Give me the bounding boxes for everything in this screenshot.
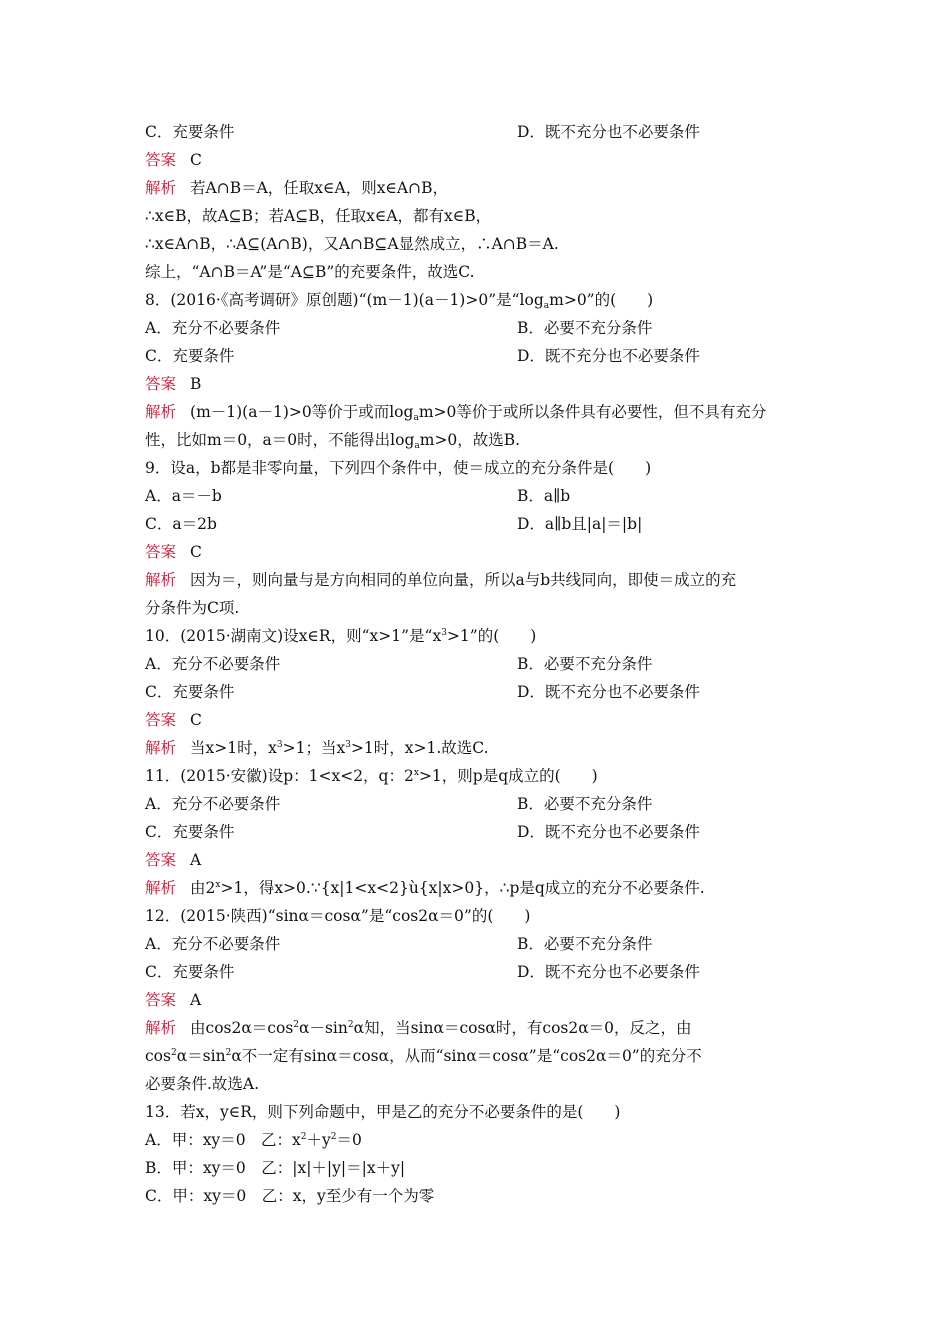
q10-option-d: D．既不充分也不必要条件 <box>517 683 700 701</box>
q13-stem: 13．若x，y∈R，则下列命题中，甲是乙的充分不必要条件的是( ) <box>145 1103 621 1121</box>
q9-analysis-line-1: 解析 因为＝，则向量与是方向相同的单位向量，所以a与b共线同向，即使＝成立的充 <box>145 571 737 589</box>
q10-option-c: C．充要条件 <box>145 683 235 701</box>
q12-option-d: D．既不充分也不必要条件 <box>517 963 700 981</box>
q13-option-c: C．甲：xy＝0 乙：x，y至少有一个为零 <box>145 1187 435 1205</box>
q9-option-d: D．a∥b且|a|＝|b| <box>517 515 643 533</box>
q8-analysis-line-2: 性，比如m＝0，a＝0时，不能得出$\log_am>0$，故选B. <box>145 431 521 451</box>
analysis-label: 解析 <box>145 1019 177 1037</box>
q10-option-b: B．必要不充分条件 <box>517 655 653 673</box>
q12-analysis-line-2: $\cos^2\alpha=\sin^2\alpha$不一定有sinα＝cosα，从而“sinα＝cosα”是“cos2α＝0”的充分不 <box>145 1047 702 1065</box>
q11-analysis-line-1: 解析 由$2^x>1$，得x>0.∵{x|1<x<2}ù{x|x>0}，∴p是q成立的充分不必要条件. <box>145 879 705 897</box>
q7-analysis-line-4: 综上，“A∩B＝A”是“A⊆B”的充要条件，故选C. <box>145 263 475 281</box>
q12-answer: 答案 A <box>145 991 202 1009</box>
q8-stem: 8．(2016·《高考调研》原创题)“(m－1)(a－1)>0”是“$\log_am>0$”的( ) <box>145 291 654 311</box>
q10-option-a: A．充分不必要条件 <box>145 655 281 673</box>
q11-option-b: B．必要不充分条件 <box>517 795 653 813</box>
q12-analysis-line-3: 必要条件.故选A. <box>145 1075 260 1093</box>
q9-option-b: B．a∥b <box>517 487 571 505</box>
answer-label: 答案 <box>145 991 177 1009</box>
q10-answer: 答案 C <box>145 711 202 729</box>
q13-option-a: A．甲：xy＝0 乙：$x^2+y^2=0$ <box>145 1131 362 1149</box>
q12-option-a: A．充分不必要条件 <box>145 935 281 953</box>
q9-answer: 答案 C <box>145 543 202 561</box>
q7-analysis-line-2: ∴x∈B，故A⊆B；若A⊆B，任取x∈A，都有x∈B， <box>145 207 492 225</box>
q12-option-c: C．充要条件 <box>145 963 235 981</box>
answer-label: 答案 <box>145 151 177 169</box>
q10-stem: 10．(2015·湖南文)设x∈R，则“x>1”是“$x^3>1$”的( ) <box>145 627 537 645</box>
q9-stem: 9．设a，b都是非零向量，下列四个条件中，使＝成立的充分条件是( ) <box>145 459 652 477</box>
q9-option-a: A．a＝－b <box>145 487 222 505</box>
answer-label: 答案 <box>145 375 177 393</box>
q10-analysis-line-1: 解析 当x>1时，$x^3>1$；当$x^3>1$时，x>1.故选C. <box>145 739 489 757</box>
q13-option-b: B．甲：xy＝0 乙：|x|＋|y|＝|x＋y| <box>145 1159 406 1177</box>
q11-stem: 11．(2015·安徽)设p：1<x<2，q：$2^x>1$，则p是q成立的( ) <box>145 767 598 785</box>
q11-answer: 答案 A <box>145 851 202 869</box>
q7-answer-value: C <box>190 151 202 169</box>
q9-analysis-line-2: 分条件为C项. <box>145 599 240 617</box>
q12-stem: 12．(2015·陕西)“sinα＝cosα”是“cos2α＝0”的( ) <box>145 907 531 925</box>
q7-option-d: D．既不充分也不必要条件 <box>517 123 700 141</box>
q7-answer <box>145 150 202 170</box>
analysis-label: 解析 <box>145 403 177 421</box>
analysis-label: 解析 <box>145 879 177 897</box>
q8-option-c: C．充要条件 <box>145 347 235 365</box>
q8-analysis-line-1: 解析 (m－1)(a－1)>0等价于或而$\log_am>0$等价于或所以条件具有必要性，但不具有充分 <box>145 403 767 423</box>
q8-option-a: A．充分不必要条件 <box>145 319 281 337</box>
answer-label: 答案 <box>145 711 177 729</box>
q12-analysis-line-1: 解析 由$\cos 2\alpha=\cos^2\alpha-\sin^2\alpha$知，当sinα＝cosα时，有cos2α＝0，反之，由 <box>145 1019 692 1037</box>
analysis-label: 解析 <box>145 179 177 197</box>
analysis-label: 解析 <box>145 739 177 757</box>
q11-option-a: A．充分不必要条件 <box>145 795 281 813</box>
q8-option-b: B．必要不充分条件 <box>517 319 653 337</box>
answer-label: 答案 <box>145 543 177 561</box>
q7-option-c: C．充要条件 <box>145 123 235 141</box>
q9-option-c: C．a＝2b <box>145 515 217 533</box>
q7-analysis-line-3: ∴x∈A∩B，∴A⊆(A∩B)，又A∩B⊆A显然成立，∴A∩B＝A. <box>145 235 559 253</box>
q11-option-d: D．既不充分也不必要条件 <box>517 823 700 841</box>
q8-option-d: D．既不充分也不必要条件 <box>517 347 700 365</box>
q7-analysis-line-1: 解析 若A∩B＝A，任取x∈A，则x∈A∩B， <box>145 179 448 197</box>
q11-option-c: C．充要条件 <box>145 823 235 841</box>
q12-option-b: B．必要不充分条件 <box>517 935 653 953</box>
q8-answer: 答案 B <box>145 375 202 393</box>
analysis-label: 解析 <box>145 571 177 589</box>
answer-label: 答案 <box>145 851 177 869</box>
